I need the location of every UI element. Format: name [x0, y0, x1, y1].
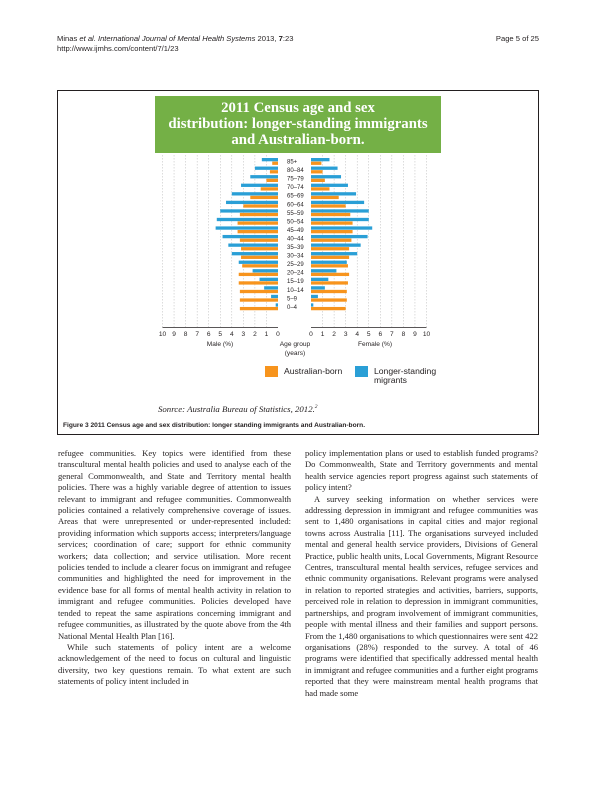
bar-male-australian-born [266, 179, 278, 182]
x-axis-title-female: Female (%) [357, 341, 393, 348]
bar-female-immigrants [311, 218, 369, 221]
bar-female-immigrants [311, 252, 357, 255]
age-group-label: 80–84 [287, 168, 304, 175]
age-group-label: 25–29 [287, 262, 304, 269]
header-year: 2013, [255, 34, 279, 43]
figure-caption [63, 422, 365, 429]
bar-female-australian-born [311, 273, 349, 276]
bar-male-australian-born [240, 239, 278, 242]
x-tick-label-right: 4 [355, 331, 360, 338]
x-axis-title-male: Male (%) [206, 341, 234, 348]
bar-male-immigrants [253, 269, 278, 272]
bar-male-australian-born [240, 213, 278, 216]
bar-female-immigrants [311, 278, 328, 281]
bar-male-immigrants [226, 201, 278, 204]
header-etal: et al. [79, 34, 96, 43]
age-group-label: 40–44 [287, 236, 304, 243]
bar-female-australian-born [311, 213, 350, 216]
body-paragraph: A survey seeking information on whether services were addressing depression in immigrant and refugee communities was sent to 1,480 organisations in capital cities and major regional towns across Australia [11]. The organisations surveyed included mental and general health service providers, Divisions of General Practice, public health units, Local Governments, Migrant Resource Centres, transcultural mental health services, refugee services and ethnic community organisations. Relevant programs were analysed in relation to reported strategies and activities, barriers, supports, perceived role in relation to depression in immigrant communities, partnerships, and program involvement of immigrant communities, people with mental illness and their families and support persons. From the 1,480 organisations to which questionnaires were sent 422 organisations (28%) responded to the survey. A total of 46 programs were identified that specifically addressed mental health in immigrant and refugee communities and a further eight programs reported that they were mainstream mental health programs that had made some [305, 493, 538, 698]
x-tick-label-right: 3 [343, 331, 348, 338]
x-tick-label-left: 4 [229, 331, 234, 338]
bar-female-immigrants [311, 192, 356, 195]
bar-female-australian-born [311, 179, 325, 182]
body-paragraph: While such statements of policy intent are a welcome acknowledgement of the need to focus on cultural and linguistic diversity, two key questions remain. To what extent are such statements of policy intent included in [58, 641, 291, 687]
x-tick-label-right: 5 [366, 331, 371, 338]
legend-label-immigrants [374, 367, 436, 385]
age-group-label: 75–79 [287, 176, 304, 183]
bar-female-australian-born [311, 247, 349, 250]
bar-male-immigrants [239, 261, 278, 264]
x-tick-label-right: 10 [422, 331, 431, 338]
bar-female-immigrants [311, 226, 372, 229]
figure-source-ref: 2 [314, 404, 318, 411]
bar-male-immigrants [232, 252, 278, 255]
x-tick-label-left: 2 [253, 331, 257, 338]
bar-male-immigrants [241, 184, 278, 187]
x-tick-label-left: 6 [206, 331, 211, 338]
bar-female-immigrants [311, 286, 325, 289]
x-tick-label-left: 9 [172, 331, 176, 338]
age-group-label: 65–69 [287, 193, 304, 200]
x-tick-label-right: 8 [401, 331, 406, 338]
bar-female-australian-born [311, 298, 347, 301]
bar-male-australian-born [240, 307, 278, 310]
age-group-label: 60–64 [287, 202, 304, 209]
legend-swatch-australian-born [265, 366, 278, 377]
header-issue: :23 [282, 34, 294, 43]
age-group-label: 30–34 [287, 253, 304, 260]
bar-female-immigrants [311, 167, 338, 170]
bar-male-immigrants [271, 295, 278, 298]
bar-male-immigrants [232, 192, 278, 195]
age-group-label: 5–9 [287, 296, 298, 303]
legend-label-australian-born: Australian-born [284, 366, 343, 376]
bar-male-australian-born [242, 264, 278, 267]
bar-male-immigrants [262, 158, 278, 161]
figure-title-line-2: distribution: longer-standing immigrants [168, 116, 428, 132]
page-number: Page 5 of 25 [495, 34, 539, 43]
x-tick-label-right: 0 [309, 331, 313, 338]
bar-male-immigrants [217, 218, 278, 221]
bar-female-australian-born [311, 162, 321, 165]
bar-male-immigrants [223, 235, 278, 238]
bar-male-australian-born [238, 221, 278, 224]
bar-male-australian-born [261, 187, 278, 190]
bar-female-immigrants [311, 201, 364, 204]
x-tick-label-right: 6 [378, 331, 383, 338]
age-group-label: 85+ [287, 159, 298, 166]
bar-male-australian-born [250, 196, 278, 199]
x-axis-title-age-group-units: (years) [284, 350, 306, 357]
bar-male-australian-born [241, 247, 278, 250]
bar-female-australian-born [311, 239, 351, 242]
bar-male-australian-born [241, 256, 278, 259]
bar-female-australian-born [311, 230, 353, 233]
bar-female-immigrants [311, 261, 347, 264]
x-tick-label-left: 5 [218, 331, 223, 338]
body-paragraph: policy implementation plans or used to establish funded programs? Do Commonwealth, State and Territory governments and mental health service agencies report progress against such statements of policy intent? [305, 448, 538, 493]
age-group-label: 70–74 [287, 185, 304, 192]
legend-swatch-immigrants [355, 366, 368, 377]
bar-female-immigrants [311, 269, 336, 272]
bar-male-australian-born [239, 273, 278, 276]
body-column-right [305, 448, 538, 699]
x-tick-label-right: 2 [332, 331, 336, 338]
bar-male-immigrants [220, 209, 278, 212]
bar-male-australian-born [272, 162, 278, 165]
body-paragraph: refugee communities. Key topics were identified from these transcultural mental health policies and used to analyse each of the general Commonwealth, and State and Territory mental health policies. There was a highly variable degree of attention to issues relevant to immigrant and refugee communities. Commonwealth policies contained a relatively comprehensive coverage of issues. Areas that were unrepresented or under-represented included: providing information which supports access; interpreters/language services; coordination of care; support for ethnic community workers; data collection; and service utilisation. More recent policies tended to include a clearer focus on immigrant and refugee communities and highlighted the need for improvement in the evidence base for all forms of mental health activity in relation to immigrant and refugee communities. Policies developed have tended to repeat the same aspirations concerning immigrant and refugee communities, as illustrated by the quote above from the 4th National Mental Health Plan [16]. [58, 448, 291, 641]
bar-female-australian-born [311, 264, 348, 267]
bar-male-immigrants [228, 244, 278, 247]
bar-female-immigrants [311, 184, 348, 187]
bar-male-australian-born [239, 281, 278, 284]
legend-label-immigrants-line-2: migrants [374, 375, 407, 385]
header-url[interactable]: http://www.ijmhs.com/content/7/1/23 [57, 44, 179, 53]
bar-female-immigrants [311, 175, 341, 178]
bar-female-immigrants [311, 244, 361, 247]
bar-male-immigrants [276, 303, 278, 306]
bar-female-immigrants [311, 295, 318, 298]
bar-male-immigrants [264, 286, 278, 289]
age-group-label: 55–59 [287, 210, 304, 217]
figure-source-text: Sonrce: Australia Bureau of Statistics, 2012. [158, 404, 315, 414]
figure-title-line-3: and Australian-born. [231, 132, 365, 148]
bar-female-australian-born [311, 281, 348, 284]
x-tick-label-left: 8 [183, 331, 188, 338]
age-group-label: 35–39 [287, 245, 304, 251]
age-group-label: 50–54 [287, 219, 304, 226]
legend-label-immigrants-line-1: Longer-standing [374, 366, 437, 376]
bar-female-australian-born [311, 196, 339, 199]
x-tick-label-left: 7 [195, 331, 199, 338]
x-tick-label-right: 1 [320, 331, 325, 338]
header-journal: International Journal of Mental Health Systems [95, 34, 256, 43]
bar-male-australian-born [240, 290, 278, 293]
figure-caption-text: 2011 Census age and sex distribution: longer standing immigrants and Australian-born. [88, 422, 366, 429]
age-group-label: 20–24 [287, 270, 304, 277]
age-group-label: 0–4 [287, 304, 298, 311]
bar-female-immigrants [311, 235, 368, 238]
x-axis-title-age-group: Age group [279, 341, 311, 348]
x-tick-label-right: 7 [390, 331, 394, 338]
bar-female-australian-born [311, 187, 329, 190]
bar-female-australian-born [311, 256, 349, 259]
figure-caption-label: Figure 3 [63, 422, 89, 429]
bar-female-immigrants [311, 303, 313, 306]
figure-source [158, 404, 318, 414]
x-tick-label-left: 10 [158, 331, 167, 338]
bar-female-australian-born [311, 307, 346, 310]
age-group-label: 10–14 [287, 287, 304, 294]
bar-male-australian-born [238, 230, 278, 233]
age-group-label: 15–19 [287, 279, 304, 286]
bar-male-australian-born [270, 170, 278, 173]
age-group-label: 45–49 [287, 227, 304, 234]
bar-female-australian-born [311, 170, 323, 173]
bar-female-australian-born [311, 290, 347, 293]
figure-title-line-1: 2011 Census age and sex [221, 100, 375, 116]
bar-female-australian-born [311, 221, 353, 224]
bar-male-australian-born [240, 298, 278, 301]
x-tick-label-left: 3 [241, 331, 246, 338]
bar-male-australian-born [243, 204, 278, 207]
x-tick-label-left: 1 [264, 331, 269, 338]
x-tick-label-left: 0 [276, 331, 280, 338]
bar-female-immigrants [311, 158, 329, 161]
bar-male-immigrants [255, 167, 278, 170]
bar-female-australian-born [311, 204, 346, 207]
header-authors: Minas [57, 34, 80, 43]
x-tick-label-right: 9 [413, 331, 417, 338]
bar-male-immigrants [216, 226, 278, 229]
bar-male-immigrants [250, 175, 278, 178]
header-volume: 7 [278, 34, 283, 43]
bar-female-immigrants [311, 209, 369, 212]
body-column-left [58, 448, 291, 688]
bar-male-immigrants [260, 278, 278, 281]
